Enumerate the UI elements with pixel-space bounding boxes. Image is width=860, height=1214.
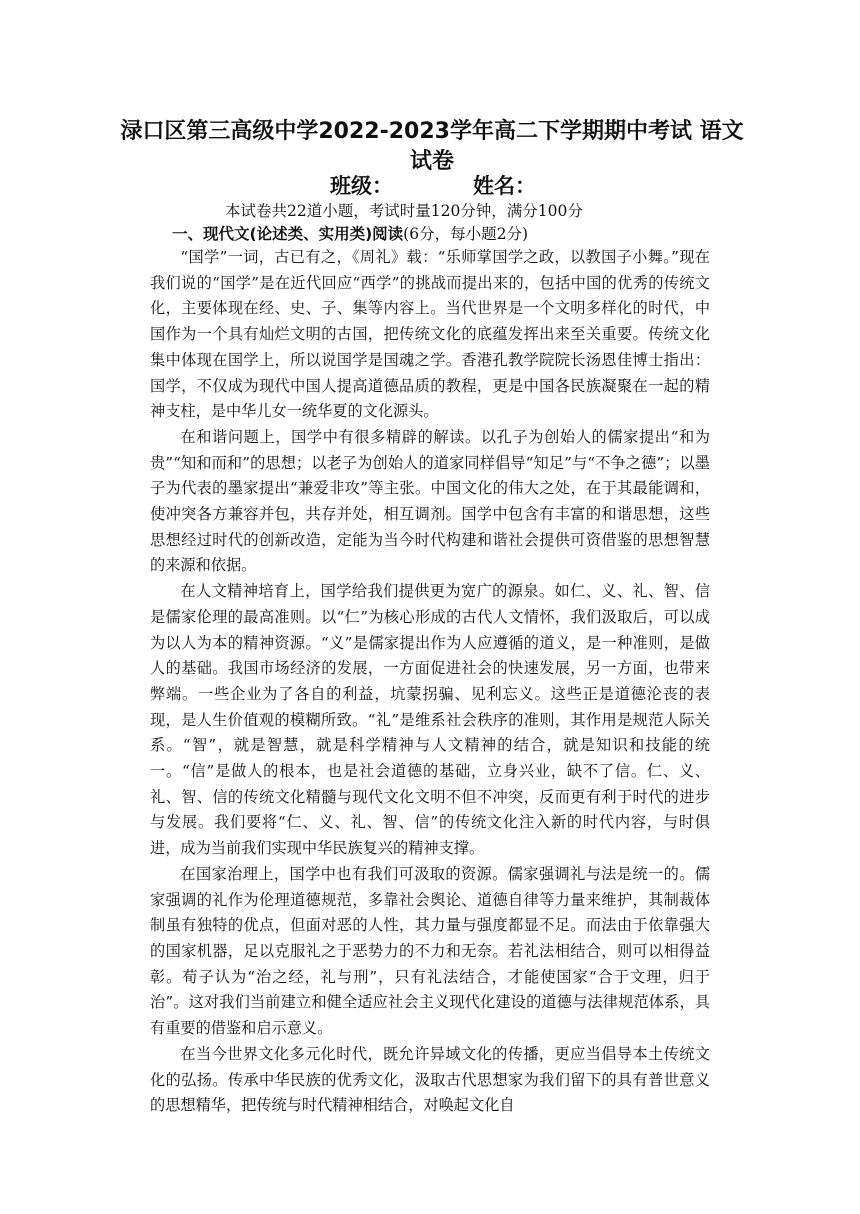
section-heading: [172, 222, 732, 246]
exam-note: 本试卷共22道小题，考试时量120分钟，满分100分: [225, 202, 583, 220]
student-info-line: [330, 172, 590, 200]
section-heading-title: 一、现代文(论述类、实用类)阅读: [172, 225, 404, 243]
passage-paragraph: 在和谐问题上，国学中有很多精辟的解读。以孔子为创始人的儒家提出“和为贵”“知和而和”的思想；以老子为创始人的道家同样倡导“知足”与“不争之德”；以墨子为代表的墨家提出“兼爱非攻”等主张。中国文化的伟大之处，在于其最能调和，使冲突各方兼容并包，共存并处，相互调剂。国学中包含有丰富的和谐思想，这些思想经过时代的创新改造，定能为当今时代构建和谐社会提供可资借鉴的思想智慧的来源和依据。: [150, 427, 710, 575]
passage-paragraph: 在人文精神培育上，国学给我们提供更为宽广的源泉。如仁、义、礼、智、信是儒家伦理的最高准则。以“仁”为核心形成的古代人文情怀，我们汲取后，可以成为以人为本的精神资源。“义”是儒家提出作为人应遵循的道义，是一种准则，是做人的基础。我国市场经济的发展，一方面促进社会的快速发展，另一方面，也带来弊端。一些企业为了各自的利益，坑蒙拐骗、见利忘义。这些正是道德沦丧的表现，是人生价值观的模糊所致。“礼”是维系社会秩序的准则，其作用是规范人际关系。“智”，就是智慧，就是科学精神与人文精神的结合，就是知识和技能的统一。“信”是做人的根本，也是社会道德的基础，立身兴业，缺不了信。仁、义、礼、智、信的传统文化精髓与现代文化文明不但不冲突，反而更有利于时代的进步与发展。我们要将“仁、义、礼、智、信”的传统文化注入新的时代内容，与时俱进，成为当前我们实现中华民族复兴的精神支撑。: [150, 582, 710, 858]
reading-passage: [150, 245, 710, 1119]
exam-title: 渌口区第三高级中学2022-2023学年高二下学期期中考试 语文试卷: [120, 119, 744, 174]
name-label: 姓名：: [473, 174, 536, 198]
class-label: 班级：: [330, 174, 393, 198]
passage-paragraph: 在当今世界文化多元化时代，既允许异域文化的传播，更应当倡导本土传统文化的弘扬。传承中华民族的优秀文化，汲取古代思想家为我们留下的具有普世意义的思想精华，把传统与时代精神相结合，对唤起文化自: [150, 1044, 710, 1115]
passage-paragraph: “国学”一词，古已有之，《周礼》载：“乐师掌国学之政，以教国子小舞。”现在我们说的“国学”是在近代回应“西学”的挑战而提出来的，包括中国的优秀的传统文化，主要体现在经、史、子、集等内容上。当代世界是一个文明多样化的时代，中国作为一个具有灿烂文明的古国，把传统文化的底蕴发挥出来至关重要。传统文化集中体现在国学上，所以说国学是国魂之学。香港孔教学院院长汤恩佳博士指出：国学，不仅成为现代中国人提高道德品质的教程，更是中国各民族凝聚在一起的精神支柱，是中华儿女一统华夏的文化源头。: [150, 248, 710, 421]
passage-paragraph: 在国家治理上，国学中也有我们可汲取的资源。儒家强调礼与法是统一的。儒家强调的礼作为伦理道德规范，多靠社会舆论、道德自律等力量来维护，其制裁体制虽有独特的优点，但面对恶的人性，其力量与强度都显不足。而法由于依靠强大的国家机器，足以克服礼之于恶势力的不力和无奈。若礼法相结合，则可以相得益彰。荀子认为“治之经，礼与刑”，只有礼法结合，才能使国家“合于文理，归于治”。这对我们当前建立和健全适应社会主义现代化建设的道德与法律规范体系，具有重要的借鉴和启示意义。: [150, 864, 710, 1038]
section-heading-score: (6分，每小题2分): [403, 225, 528, 243]
